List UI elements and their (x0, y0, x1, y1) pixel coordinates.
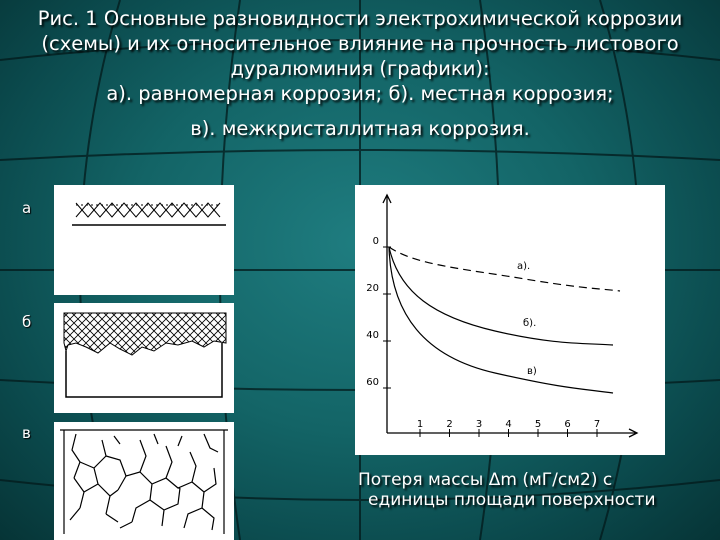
x-tick-label: 2 (446, 419, 453, 430)
title-line-5: в). межкристаллитная коррозия. (190, 117, 530, 140)
y-tick-label: 20 (366, 283, 379, 294)
scheme-intercrystalline-corrosion (54, 422, 234, 540)
title-line-4: а). равномерная коррозия; б). местная коррозия; (106, 82, 614, 105)
x-tick-label: 1 (416, 419, 424, 430)
uniform-corrosion-drawing (54, 185, 234, 295)
slide-title (0, 6, 720, 141)
curve-a (389, 247, 620, 291)
scheme-local-corrosion (54, 303, 234, 413)
caption-line-1: Потеря массы Δm (мГ/см2) с (358, 470, 613, 490)
x-tick-label: 7 (593, 419, 601, 430)
scheme-label-a: а (22, 199, 32, 217)
graph-canvas (355, 185, 665, 455)
title-line-3: дуралюминия (графики): (230, 57, 490, 80)
x-tick-label: 6 (564, 419, 571, 430)
curve-b (389, 247, 613, 345)
scheme-label-c: в (22, 424, 31, 442)
x-tick-label: 5 (534, 419, 542, 430)
local-corrosion-drawing (54, 303, 234, 413)
y-tick-label: 40 (366, 330, 379, 341)
strength-loss-graph (355, 185, 665, 455)
curve-label-b: б). (523, 318, 537, 329)
y-tick-label: 60 (366, 377, 379, 388)
x-tick-label: 4 (505, 419, 512, 430)
scheme-label-b: б (22, 313, 32, 331)
scheme-uniform-corrosion (54, 185, 234, 295)
title-line-2: (схемы) и их относительное влияние на прочность листового (41, 32, 679, 55)
title-line-1: Рис. 1 Основные разновидности электрохимической коррозии (37, 7, 683, 30)
curve-label-a: а). (517, 261, 531, 272)
curve-c (389, 247, 613, 393)
caption-line-2: единицы площади поверхности (368, 490, 656, 510)
y-tick-label: 0 (372, 236, 379, 247)
graph-caption (358, 470, 708, 510)
curve-label-c: в) (527, 366, 537, 377)
x-tick-label: 3 (475, 419, 483, 430)
intercrystalline-corrosion-drawing (54, 422, 234, 540)
